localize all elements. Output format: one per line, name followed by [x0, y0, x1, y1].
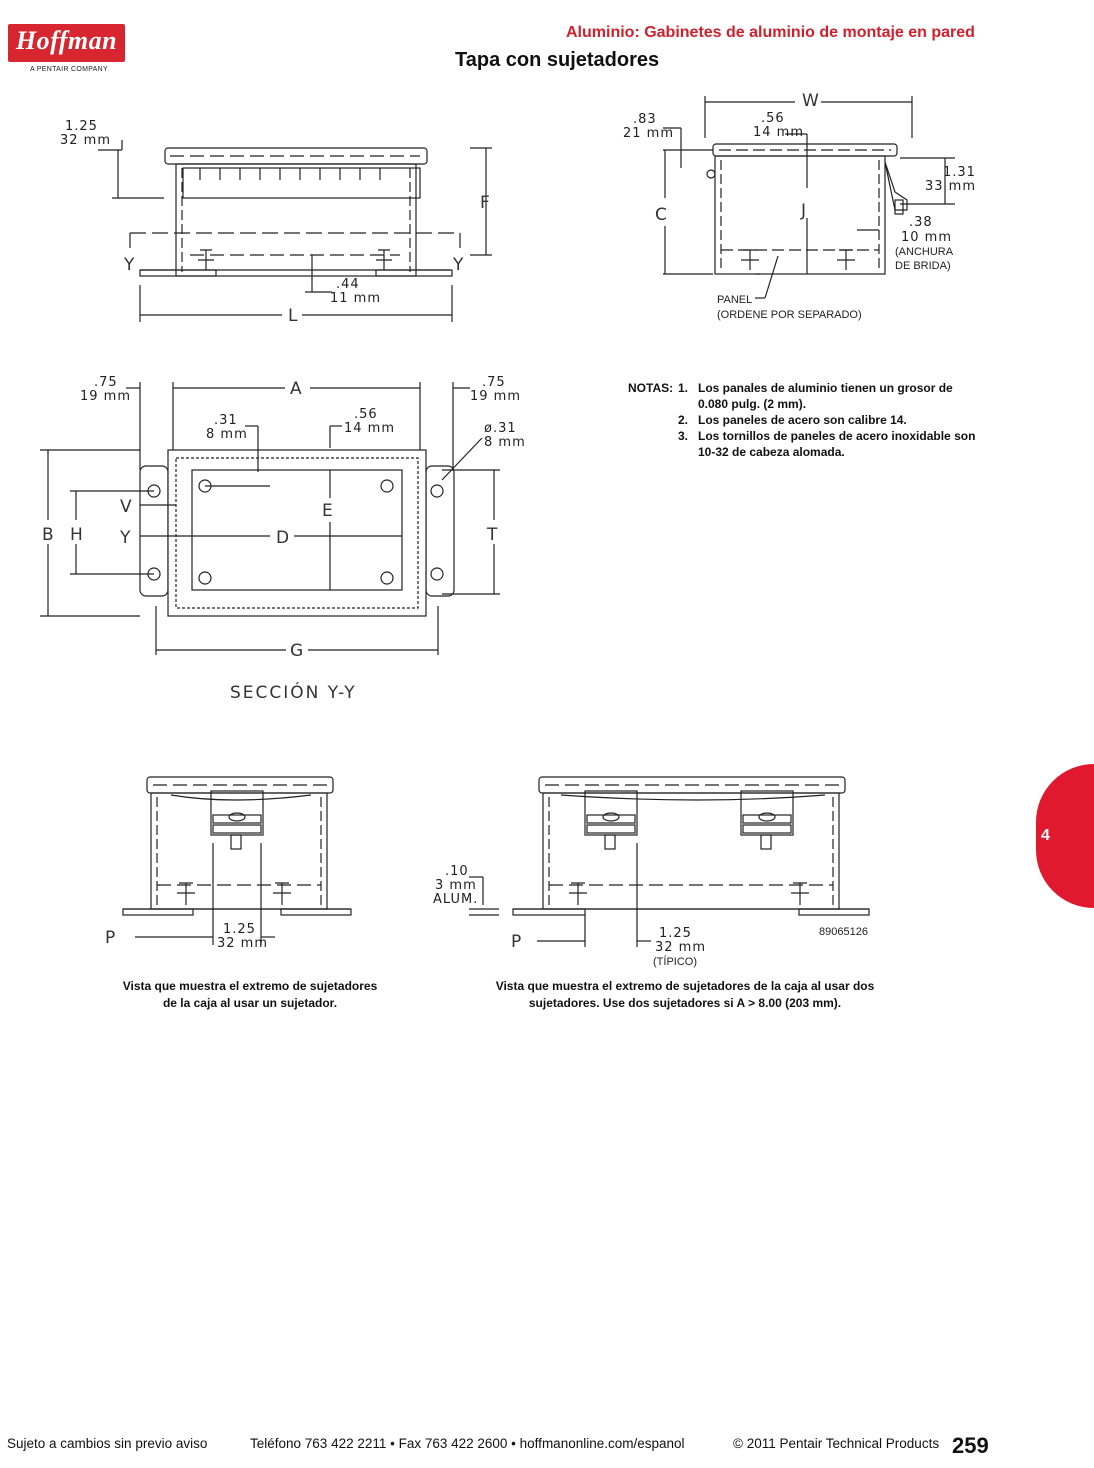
- panel-note: PANEL: [717, 294, 753, 306]
- dim-label: 32 mm: [217, 936, 269, 951]
- dim-label: .44: [336, 277, 360, 292]
- dim-letter-G: G: [290, 641, 304, 661]
- dim-label: 32 mm: [655, 940, 707, 955]
- drawing-side-view: [40, 110, 490, 330]
- dim-label: .56: [761, 111, 785, 126]
- section-marker-y-right: Y: [453, 255, 464, 275]
- dim-label: ø.31: [484, 421, 517, 436]
- dim-letter-B: B: [42, 525, 54, 545]
- dim-label: 14 mm: [753, 125, 805, 140]
- section-marker-y: Y: [120, 528, 131, 548]
- dim-letter-W: W: [802, 91, 819, 111]
- drawing-front-view: [615, 88, 975, 328]
- dim-label: 1.25: [659, 926, 692, 941]
- dim-label: .31: [214, 413, 238, 428]
- dim-letter-L: L: [288, 306, 298, 326]
- section-title: SECCIÓN Y-Y: [230, 683, 357, 703]
- footer-copyright: © 2011 Pentair Technical Products: [733, 1436, 940, 1451]
- drawing-one-fastener: [95, 765, 365, 955]
- footer-notice: Sujeto a cambios sin previo aviso: [7, 1436, 208, 1451]
- dim-label: 11 mm: [330, 291, 382, 306]
- drawing-section-yy: [30, 370, 540, 710]
- panel-note: (ORDENE POR SEPARADO): [717, 309, 862, 321]
- dim-label: (TÍPICO): [653, 956, 697, 968]
- dim-label: 19 mm: [80, 389, 132, 404]
- dim-label: 14 mm: [344, 421, 396, 436]
- section-marker-y-left: Y: [124, 255, 135, 275]
- dim-letter-D: D: [276, 528, 290, 548]
- dim-letter-V: V: [120, 497, 132, 517]
- dim-label: 8 mm: [206, 427, 248, 442]
- dim-label: 10 mm: [901, 230, 953, 245]
- dim-label: 1.25: [223, 922, 256, 937]
- drawing-two-fasteners: [425, 765, 875, 975]
- dim-label: .10: [445, 864, 469, 879]
- drawing-code: 89065126: [819, 926, 868, 938]
- brand-logo-text: Hoffman: [15, 26, 118, 55]
- flange-note: DE BRIDA): [895, 260, 951, 272]
- page-number: 259: [952, 1433, 989, 1458]
- note-item: 1. Los panales de aluminio tienen un grosor de 0.080 pulg. (2 mm).: [678, 381, 953, 411]
- note-item: 2. Los paneles de acero son calibre 14.: [678, 413, 907, 427]
- page-title: Tapa con sujetadores: [455, 49, 660, 71]
- dim-label: 1.31: [943, 165, 976, 180]
- dim-label: 21 mm: [623, 126, 675, 141]
- section-tab-number: 4: [1041, 827, 1050, 844]
- dim-label: 8 mm: [484, 435, 526, 450]
- category-heading: Aluminio: Gabinetes de aluminio de montaje en pared: [566, 24, 975, 41]
- dim-label: 19 mm: [470, 389, 522, 404]
- notes-label: NOTAS:: [628, 381, 674, 395]
- dim-label: .75: [94, 375, 118, 390]
- brand-tagline: A PENTAIR COMPANY: [30, 66, 108, 73]
- dim-label: .75: [482, 375, 506, 390]
- dim-label: 33 mm: [925, 179, 977, 194]
- dim-label: .38: [909, 215, 933, 230]
- dim-label: 32 mm: [60, 133, 112, 148]
- dim-label: .83: [633, 112, 657, 127]
- dim-letter-T: T: [487, 525, 498, 545]
- dim-letter-F: F: [480, 193, 490, 213]
- caption-one-fastener: Vista que muestra el extremo de sujetadores de la caja al usar un sujetador.: [122, 979, 378, 1010]
- note-item: 3. Los tornillos de paneles de acero inoxidable son 10-32 de cabeza alomada.: [678, 429, 976, 459]
- footer-contact: Teléfono 763 422 2211 • Fax 763 422 2600 • hoffmanonline.com/espanol: [250, 1436, 685, 1451]
- dim-letter-P: P: [105, 928, 116, 948]
- dim-letter-E: E: [322, 501, 333, 521]
- dim-letter-C: C: [655, 205, 667, 225]
- dim-letter-J: J: [801, 201, 807, 221]
- caption-two-fasteners: Vista que muestra el extremo de sujetadores de la caja al usar dos sujetadores. Use dos sujetadores si A > 8.00 (203 mm).: [495, 979, 875, 1010]
- dim-letter-P: P: [511, 932, 522, 952]
- flange-note: (ANCHURA: [895, 246, 954, 258]
- dim-label: ALUM.: [433, 892, 479, 907]
- dim-label: 3 mm: [435, 878, 477, 893]
- dim-label: 1.25: [65, 119, 98, 134]
- dim-letter-A: A: [290, 379, 302, 399]
- dim-letter-H: H: [70, 525, 83, 545]
- dim-label: .56: [354, 407, 378, 422]
